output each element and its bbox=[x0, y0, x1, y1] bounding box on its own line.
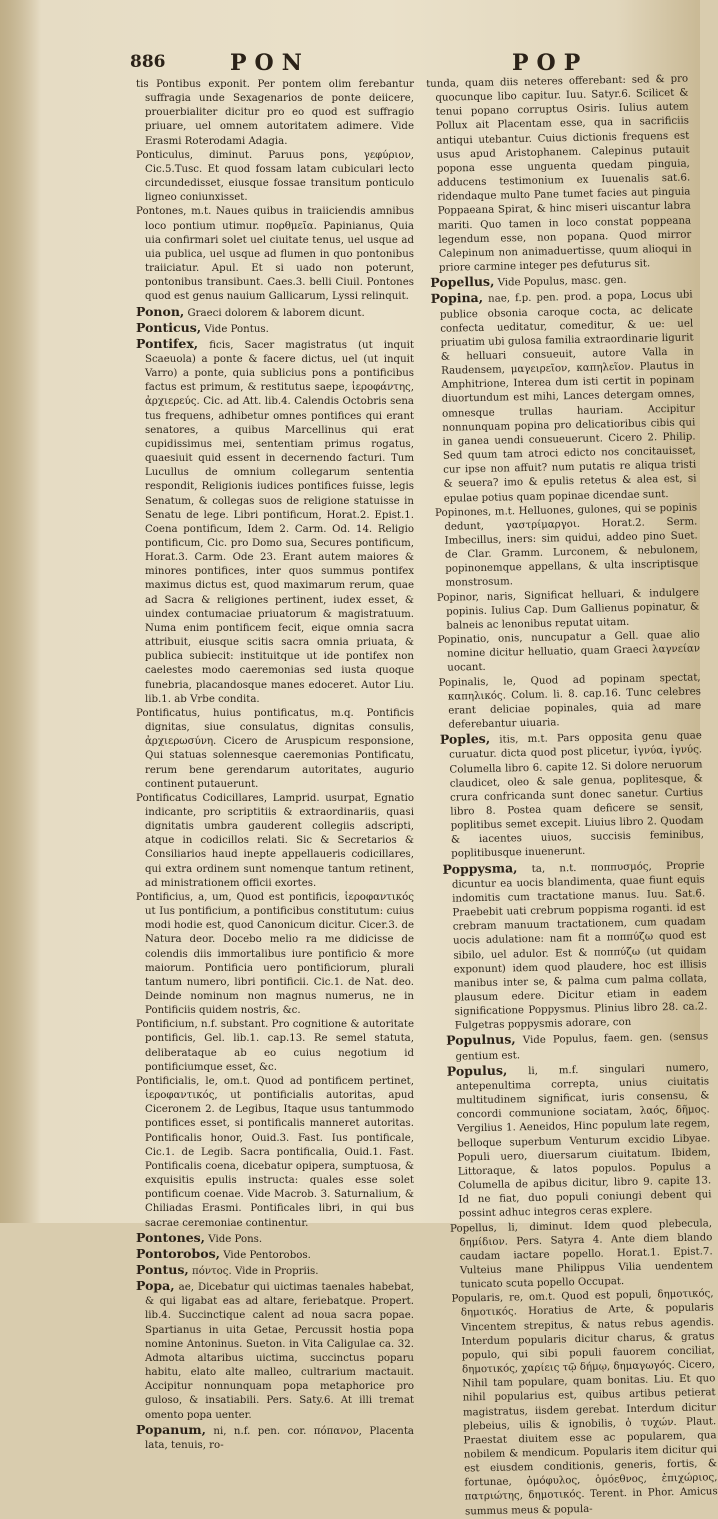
entry-text: tis Pontibus exponit. Per pontem olim ferebantur suffragia unde Sexagenarios de ponte deiicere, prouerbialiter dicitur pro eo quod est suffragio priuare, uel omnem autoritatem adimere. Vide Erasmi Roterodami Adagia. bbox=[136, 79, 414, 147]
dictionary-entry bbox=[430, 287, 696, 507]
entry-headword: Popanum, bbox=[136, 1421, 206, 1437]
entry-text: Ponticulus, diminut. Paruus pons, γεφύριον, Cic.5.Tusc. Et quod fossam latam cubiculari lecto circundedisset, eiusque fossae transitum ponticulo ligneo coniunxisset. bbox=[136, 149, 414, 204]
entry-headword: Pontus, bbox=[136, 1261, 189, 1277]
page-gutter-shadow bbox=[0, 0, 40, 1223]
dictionary-entry bbox=[136, 1075, 414, 1231]
entry-headword: Pontifex, bbox=[136, 335, 199, 351]
entry-headword: Poples, bbox=[439, 730, 491, 748]
entry-text: Popinatio, onis, nuncupatur a Gell. quae alio nomine dicitur helluatio, quam Graeci λαγνείαν uocant. bbox=[437, 629, 701, 675]
dictionary-entry bbox=[136, 205, 414, 304]
entry-text: Pontificium, n.f. substant. Pro cognitione & autoritate pontificis, Gel. lib.1. cap.13. Re semel statuta, deliberataque ab eo cuius negotium id pontificiumque esset, &c. bbox=[136, 1019, 414, 1073]
entry-text: ta, n.t. ποππυσμός, Proprie dicuntur ea uocis blandimenta, quae fiunt equis indomitis cum tractatione manus. Iuu. Sat.6. Praebebit uati crebrum poppisma roganti. id est crebram manuum tractationem, cum quadam uocis adulatione: nam fit a ποππύζω quod est sibilo, uel adulor. Est & ποππύζω (ut quidam exponunt) idem quod plaudere, hoc est illisis manibus inter se, & palma cum palma collata, plausum edere. Dicitur etiam in eadem significatione Poppysmus. Plinius libro 28. ca.2. Fulgetras poppysmis adorare, con bbox=[451, 859, 708, 1032]
right-column bbox=[426, 73, 718, 1518]
dictionary-entry bbox=[136, 321, 414, 337]
entry-text: Popinones, m.t. Helluones, gulones, qui se popinis dedunt, γαστρίμαργοι. Horat.2. Serm. Imbecillus, iners: sim quidui, addeo pino Suet. de Clar. Gramm. Lurconem, & nebulonem, popinonemque appellans, & ulta inscriptisque monstrosum. bbox=[434, 502, 699, 590]
dictionary-entry bbox=[136, 149, 414, 206]
entry-text: Graeci dolorem & laborem dicunt. bbox=[187, 307, 365, 319]
entry-text: li, m.f. singulari numero, antepenultima correpta, unius ciuitatis multitudinem significat, iuris consensu, & concordi communione sociatam, λαός, δῆμος. Vergilius 1. Aeneidos, Hinc populum late regem, belloque superbum Venturum excidio Libyae. Populi uero, diuersarum ciuitatum. Ibidem, Littoraque, & latos populos. Populus a Columella de apibus dicitur, libro 9. capite 13. Id ne fiat, duo populi coniungi debent qui possint adhuc integros ceras explere. bbox=[456, 1062, 712, 1220]
dictionary-entry bbox=[136, 1263, 414, 1279]
dictionary-entry bbox=[426, 73, 692, 277]
entry-headword: Popellus, bbox=[430, 273, 495, 291]
entry-text: Pontificatus, huius pontificatus, m.q. Pontificis dignitas, siue consulatus, dignitas consulis, ἀρχιερωσύνη. Cicero de Aruspicum responsione, Qui statuas solennesque caeremonias Pontificatu, rerum bene gerendarum autoritates, augurio continent putauerunt. bbox=[136, 707, 414, 790]
dictionary-entry bbox=[438, 628, 701, 676]
entry-text: Vide Populus, masc. gen. bbox=[497, 275, 627, 289]
entry-text: ficis, Sacer magistratus (ut inquit Scaeuola) a ponte & facere dictus, uel (ut inquit Varro) a ponte, quia sublicius pons a pontificibus factus est primum, & restitutus saepe, ἱεροφάντης, ἀρχιερεύς. Cic. ad Att. lib.4. Calendis Octobris sena tus frequens, adhibetur omnes pontifices qui erant senatores, a quibus Marcellinus qui erat cupidissimus mei, sententiam primus rogatus, quaesiuit quid essent in decernendo facturi. Tum Lucullus de omnium collegarum sententia respondit, Religionis iudices pontifices fuisse, legis Senatum, & collegas suos de religione statuisse in Senatu de lege. Libri pontificum, Horat.2. Epist.1. Coena pontificum, Idem 2. Carm. Od. 14. Religio pontificum, Cic. pro Domo sua, Secures pontificum, Horat.3. Carm. Ode 23. Erant autem maiores & minores pontifices, inter quos summus pontifex maximus dictus est, quod maximarum rerum, quae ad Sacra & religiones pertinent, iudex esset, & uindex contumaciae priuatorum & magistratuum. Numa enim pontificem fecit, eique omnia sacra attribuit, eiusque scitis sacra omnia priuata, & publica subiecit: instituitque ut ide pontifex non caelestes modo caeremonias sed iusta quoque funebria, placandosque manes edoceret. Autor Liu. lib.1. ab Vrbe condita. bbox=[145, 339, 414, 705]
entry-text: Vide Pons. bbox=[208, 1233, 263, 1245]
dictionary-entry bbox=[437, 586, 700, 634]
entry-text: Popularis, re, om.t. Quod est populi, δημοτικός, δημοτικός. Horatius de Arte, & popularis Vincentem strepitus, & natus rebus agendis. Interdum popularis dicitur charus, & gratus populo, qui sibi populi fauorem conciliat, δημοτικός, χαρίεις τῷ δήμῳ, δημαγωγός. Cicero, Nihil tam populare, quam bonitas. Liu. Et quo nihil popularius est, quibus artibus petierat magistratus, iisdem gerebat. Interdum dicitur plebeius, uilis & ignobilis, ὁ τυχών. Plaut. Praestat diuitem esse ac popularem, qua nobilem & mendicum. Popularis item dicitur qui est eiusdem conditionis, generis, fortis, & fortunae, ὁμόφυλος, ὁμόεθνος, ἐπιχώριος, πατριώτης, δημοτικός. Terent. in Phor. Amicus summus meus & popula- bbox=[451, 1288, 718, 1518]
entry-text: ni, n.f. pen. cor. πόπανον, Placenta lata, tenuis, ro- bbox=[145, 1425, 414, 1451]
entry-text: Popinor, naris, Significat helluari, & indulgere popinis. Iulius Cap. Dum Gallienus popinatur, & balneis ac lenonibus reputat uitam. bbox=[436, 587, 700, 632]
entry-text: itis, m.t. Pars opposita genu quae curuatur. dicta quod post plicetur, ἰγνύα, ἰγνύς. Columella libro 6. capite 12. Si dolore neruorum claudicet, oleo & sale genua, poplitesque, & crura confricanda sunt donec sanetur. Curtius libro 8. Postea quam deficere se sensit, poplitibus semet excepit. Liuius libro 2. Quodam & iacentes uiuos, succisis feminibus, poplitibusque inuenerunt. bbox=[449, 730, 705, 861]
right-running-head: POP bbox=[512, 50, 589, 76]
entry-text: Vide Populus, faem. gen. (sensus gentium est. bbox=[455, 1031, 709, 1063]
entry-text: tunda, quam diis neteres offerebant: sed & pro quocunque libo capitur. Iuu. Satyr.6. Scilicet & tenui popano corruptus Osiris. Iulius autem Pollux ait Placentam esse, qua in sacrificiis antiqui utebantur. Cuius dictionis frequens est usus apud Aristophanem. Calepinus putauit popona esse unguenta quedam pinguia, adducens testimonium ex Iuuenalis sat.6. ridendaque multo Pane tumet facies aut pinguia Poppaeana Spirat, & hinc miseri uiscantur labra mariti. Quo tamen in loco constat poppeana legendum esse, non popana. Quod mirror Calepinum non animaduertisse, quum alioqui in priore carmine integer pes defuturus sit. bbox=[426, 73, 692, 274]
dictionary-entry bbox=[439, 671, 702, 733]
entry-text: Pontones, m.t. Naues quibus in traiiciendis amnibus loco pontium utimur. πορθμεῖα. Papinianus, Quia uia confirmari solet uel ciuitate tenus, uel usque ad uia publica, uel usque ad flumen in quo pontonibus traiiciatur. Apul. Et si uado non poterunt, pontonibus transibunt. Caes.3. belli Ciuil. Pontones quod est genus nauium Gallicarum, Lyssi relinquit. bbox=[136, 206, 414, 303]
dictionary-entry bbox=[136, 707, 414, 792]
entry-headword: Pontorobos, bbox=[136, 1245, 220, 1261]
entry-headword: Popa, bbox=[136, 1278, 175, 1294]
entry-text: πόντος. Vide in Propriis. bbox=[192, 1265, 319, 1277]
dictionary-entry bbox=[136, 1231, 414, 1247]
dictionary-entry bbox=[136, 891, 414, 1018]
left-running-head: PON bbox=[230, 50, 310, 76]
left-column bbox=[136, 78, 414, 1451]
entry-text: Pontificius, a, um, Quod est pontificis, ἱεροφαντικός ut Ius pontificium, a pontificibus constitutum: cuius modi hodie est, quod Canonicum dicitur. Cicer.3. de Natura deor. Docebo melio ra me didicisse de colendis diis immortalibus iure pontificio & more maiorum. Pontificia uero pontificiorum, plurali tantum numero, libri pontificii. Cic.1. de Nat. deo. Deinde nominum non magnus numerus, ne in Pontificiis quidem nostris, &c. bbox=[136, 891, 414, 1017]
entry-headword: Ponon, bbox=[136, 303, 185, 319]
entry-headword: Populnus, bbox=[446, 1031, 516, 1049]
entry-text: nae, f.p. pen. prod. a popa, Locus ubi publice obsonia caroque cocta, ac delicate confecta ueditatur, comeditur, & ue: uel priuatim ubi gulosa familia extraordinarie ligurit & helluari consueuit, autore Valla in Raudensem, μαγειρεῖον, καπηλεῖον. Plautus in Amphitrione, Interea dum isti certit in popinam diuortundum est mihi, Lances detergam omnes, omnesque trullas hauriam. Accipitur nonnunquam popina pro delicatioribus cibis qui in ganea uendi consueuerunt. Cicero 2. Philip. Sed quum tam atroci edicto nos concitauisset, cur ipse non affuit? num putatis re aliqua tristi & seuera? imo & epulis retetus & alea est, si epulae potius quam popinae dicendae sunt. bbox=[439, 289, 697, 505]
dictionary-entry bbox=[451, 1288, 718, 1519]
dictionary-entry bbox=[136, 1247, 414, 1263]
dictionary-entry bbox=[440, 728, 705, 863]
page-number: 886 bbox=[130, 52, 166, 72]
dictionary-entry bbox=[136, 1279, 414, 1423]
entry-text: Pontificatus Codicillares, Lamprid. usurpat, Egnatio indicante, pro scriptitiis & extraordinariis, quasi dignitatis umbra gauderent collegiis adscripti, atque in codicillos relati. Sic & Secretarios & Consiliarios haud inepte appellaueris codicillares, qui extra ordinem sunt nomenque tantum retinent, ad ministrationem officii exortes. bbox=[136, 792, 414, 889]
dictionary-entry bbox=[442, 857, 708, 1034]
dictionary-entry bbox=[450, 1217, 713, 1293]
entry-headword: Popina, bbox=[430, 290, 484, 307]
entry-headword: Ponticus, bbox=[136, 319, 202, 335]
dictionary-entry bbox=[447, 1059, 712, 1222]
dictionary-entry bbox=[435, 501, 699, 591]
dictionary-entry bbox=[136, 305, 414, 321]
dictionary-entry bbox=[136, 1423, 414, 1453]
entry-text: Pontificialis, le, om.t. Quod ad pontificem pertinet, ἱεροφαντικός, ut pontificialis autoritas, apud Ciceronem 2. de Legibus, Itaque usus tantummodo pontifices esset, si pontificalis manneret autoritas. Pontificalis honor, Ouid.3. Fast. Ius pontificale, Cic.1. de Legib. Sacra pontificalia, Ouid.1. Fast. Pontificalis coena, dicebatur opipera, sumptuosa, & exquisitis epulis instructa: quales esse solet pontificum coenae. Vide Macrob. 3. Saturnalium, & Chiliadas Erasmi. Pontificales libri, in qui bus sacrae ceremoniae continentur. bbox=[136, 1075, 414, 1229]
entry-headword: Pontones, bbox=[136, 1229, 206, 1245]
dictionary-entry bbox=[136, 337, 414, 707]
entry-headword: Poppysma, bbox=[442, 859, 518, 877]
entry-text: Popinalis, le, Quod ad popinam spectat, καπηλικός. Colum. li. 8. cap.16. Tunc celebres erant deliciae popinales, quia ad mare deferebantur uiuaria. bbox=[438, 671, 702, 731]
dictionary-entry bbox=[136, 792, 414, 891]
dictionary-entry bbox=[136, 78, 414, 149]
entry-text: Vide Pontus. bbox=[204, 323, 269, 335]
entry-headword: Populus, bbox=[446, 1062, 508, 1079]
entry-text: Popellus, li, diminut. Idem quod plebecula, δημίδιον. Pers. Satyra 4. Ante diem blando caudam iactare popello. Horat.1. Epist.7. Vulteius mane Philippus Vilia uendentem tunicato scuta popello Occupat. bbox=[449, 1217, 714, 1291]
entry-text: Vide Pentorobos. bbox=[223, 1249, 311, 1261]
dictionary-entry bbox=[136, 1018, 414, 1075]
entry-text: ae, Dicebatur qui uictimas taenales habebat, & qui ligabat eas ad altare, feriebatque. Propert. lib.4. Succinctique calent ad noua sacra popae. Spartianus in uita Getae, Percussit hostia popa nomine Antoninus. Sueton. in Vita Caligulae ca. 32. Admota altaribus uictima, succinctus poparu habitu, elato alte malleo, cultrarium mactauit. Accipitur nonnunquam popa metaphorice pro guloso, & insatiabili. Pers. Saty.6. At illi tremat omento popa uenter. bbox=[145, 1282, 414, 1421]
